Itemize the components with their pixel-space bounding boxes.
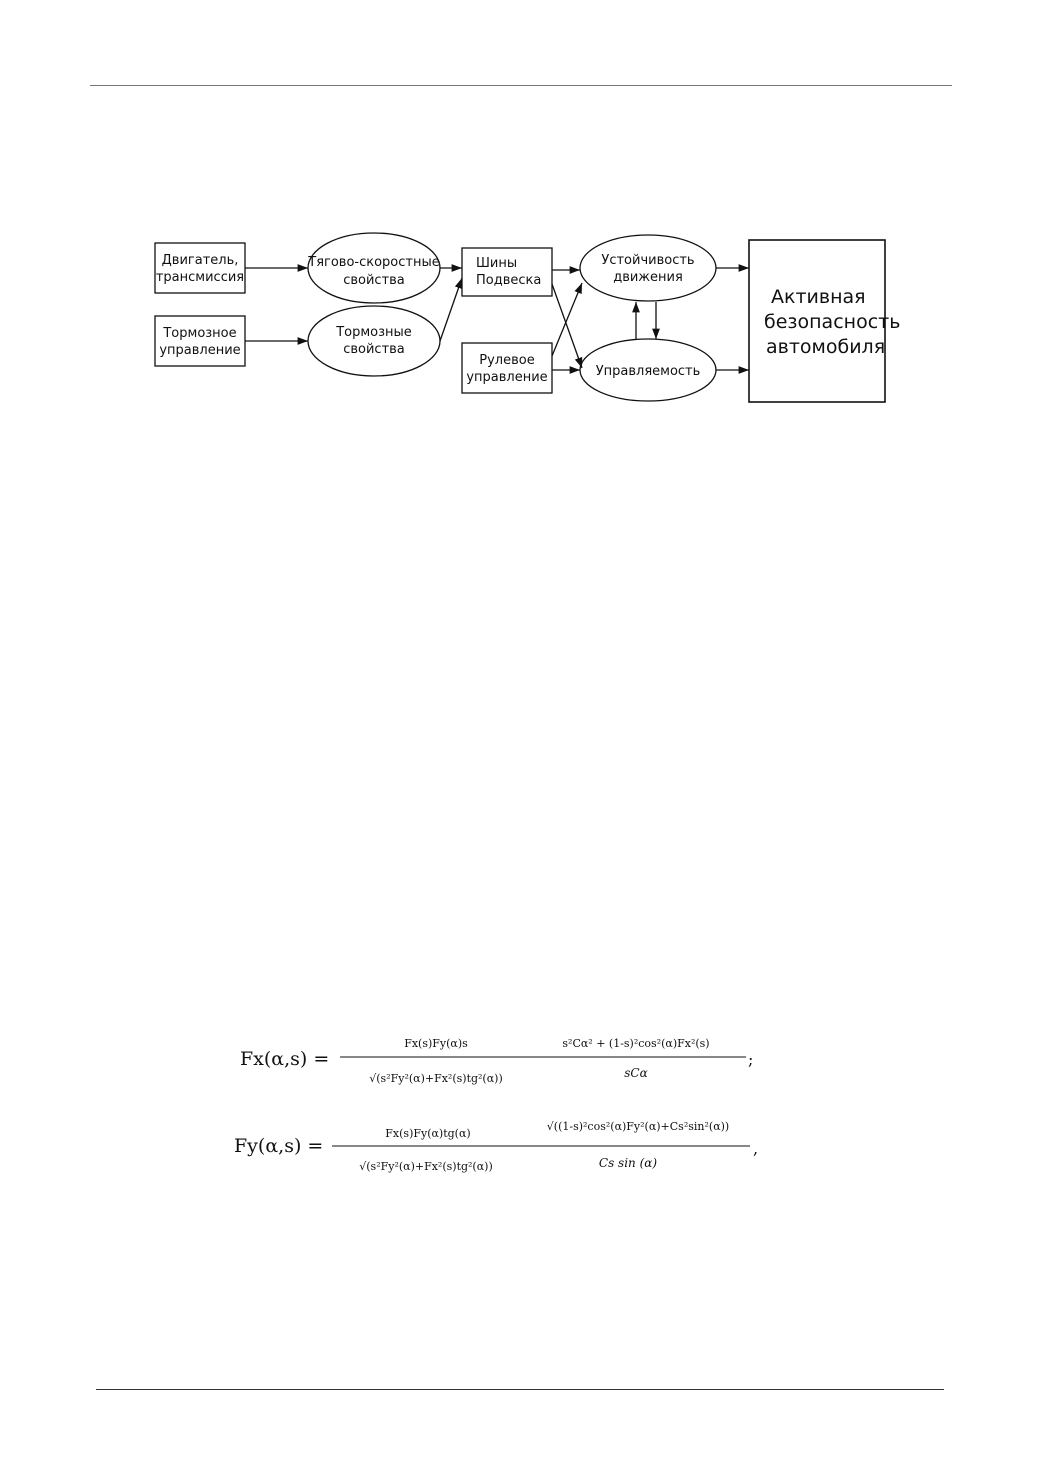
steering-label-1: Рулевое [479,353,535,368]
fy-denominator: √(s²Fy²(α)+Fx²(s)tg²(α)) [359,1160,493,1173]
steering-label-2: управление [466,370,548,385]
stability-label-1: Устойчивость [601,253,695,268]
fy-second-denominator: Cs sin (α) [598,1156,658,1170]
fx-second-denominator: sCα [624,1066,648,1080]
fx-numerator: Fx(s)Fy(α)s [404,1037,468,1050]
fx-denominator: √(s²Fy²(α)+Fx²(s)tg²(α)) [369,1072,503,1085]
header-rule [90,85,952,86]
engine-label-1: Двигатель, [161,253,239,268]
fy-numerator: Fx(s)Fy(α)tg(α) [385,1127,471,1140]
footer-rule [96,1389,944,1390]
braking-label-1: Тормозные [336,325,412,340]
engine-label-2: трансмиссия [155,270,245,285]
fy-end: , [753,1139,759,1158]
stability-label-2: движения [613,270,683,285]
brake-control-label-2: управление [159,343,241,358]
tires-label-1: Шины [476,256,518,271]
traction-label-2: свойства [343,273,405,288]
braking-label-2: свойства [343,342,405,357]
brake-control-label-1: Тормозное [163,326,237,341]
engine-box [155,243,245,293]
braking-ellipse [308,306,440,376]
fx-lhs: Fx(α,s) = [240,1048,330,1070]
fx-end: ; [748,1050,754,1069]
arrow-steering-stability [552,283,582,356]
active-safety-label-2: безопасность [764,311,900,333]
fy-lhs: Fy(α,s) = [234,1135,324,1157]
active-safety-label-3: автомобиля [766,336,886,358]
tires-label-2: Подвеска [476,273,542,288]
arrow-braking-tires [440,278,462,341]
fy-second-numerator: √((1-s)²cos²(α)Fy²(α)+Cs²sin²(α)) [546,1120,730,1133]
brake-control-box [155,316,245,366]
active-safety-label-1: Активная [771,286,866,308]
fx-second-numerator: s²Cα² + (1-s)²cos²(α)Fx²(s) [562,1037,710,1050]
active-safety-diagram [140,228,900,413]
steering-box [462,343,552,393]
traction-label-1: Тягово-скоростные [308,255,440,270]
stability-ellipse [580,235,716,301]
formula-block [228,1020,768,1185]
arrow-tires-handling [552,284,582,368]
handling-label: Управляемость [595,364,701,379]
